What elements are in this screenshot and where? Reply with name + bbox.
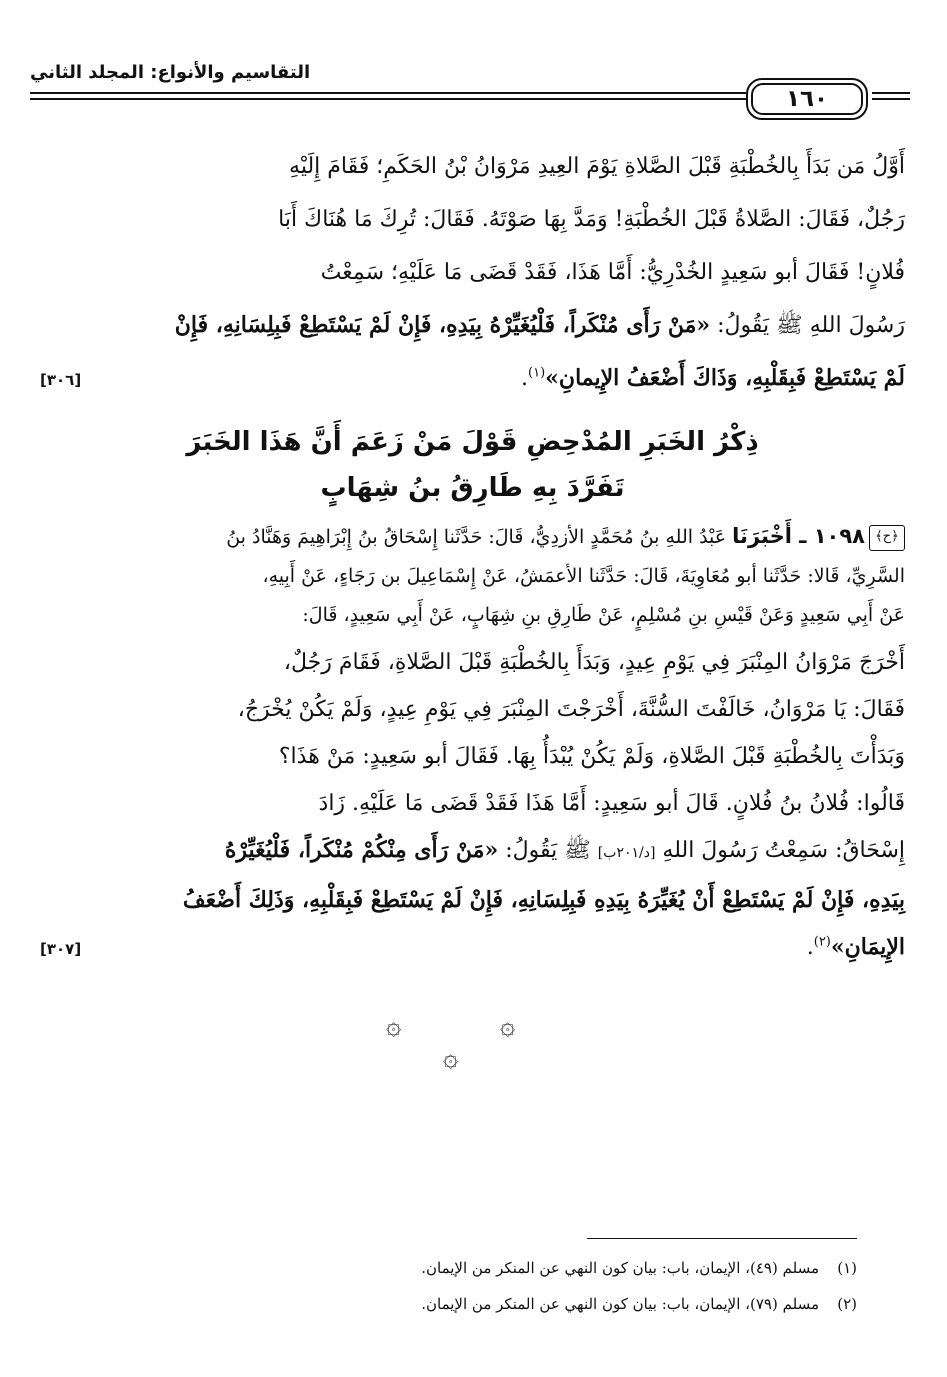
text-line: فُلانٍ! فَقَالَ أبو سَعِيدٍ الخُدْرِيُّ: أَمَّا هَذَا، فَقَدْ قَضَى مَا عَلَيْهِ؛ سَمِعْتُ bbox=[320, 260, 905, 285]
page-number-frame bbox=[746, 78, 868, 120]
manuscript-ref: [د/٢٠١ب] bbox=[597, 845, 656, 861]
isnad-text: عَبْدُ اللهِ بنُ مُحَمَّدٍ الأزدِيُّ، قَالَ: حَدَّثَنا إِسْحَاقُ بنُ إِبْرَاهِيمَ وَهَنَّادُ بنُ bbox=[226, 526, 733, 548]
text-line bbox=[40, 299, 905, 352]
footnote-text: مسلم (٤٩)، الإيمان، باب: بيان كون النهي عن المنكر من الإيمان. bbox=[421, 1259, 819, 1277]
running-title: التقاسيم والأنواع: المجلد الثاني bbox=[30, 62, 311, 83]
hadith-marker-icon: ﴿ح﴾ bbox=[869, 525, 905, 551]
footnote-item bbox=[77, 1286, 857, 1322]
footnote-number: (٢) bbox=[837, 1295, 857, 1313]
footnote-item bbox=[77, 1250, 857, 1286]
matn-line: قَالُوا: فُلانُ بنُ فُلانٍ. قَالَ أبو سَعِيدٍ: أَمَّا هَذَا فَقَدْ قَضَى مَا عَلَيْهِ. زَادَ bbox=[318, 791, 905, 816]
matn-line: بِيَدِهِ، فَإِنْ لَمْ يَسْتَطِعْ أَنْ يُغَيِّرَهُ بِيَدِهِ فَبِلِسَانِهِ، فَإِنْ لَمْ يَسْتَطِعْ فَبِقَلْبِهِ، وَذَلِكَ أَضْعَفُ bbox=[182, 887, 905, 913]
ornament-icon: ۞ bbox=[500, 1011, 516, 1041]
isnad-line bbox=[40, 517, 905, 557]
prophetic-saying: «مَنْ رَأَى مِنْكُمْ مُنْكَراً، فَلْيُغَيِّرْهُ bbox=[224, 837, 499, 863]
text-plain: . bbox=[806, 935, 814, 960]
matn-line bbox=[40, 924, 905, 971]
isnad-line: السَّرِيِّ، قَالا: حَدَّثَنا أبو مُعَاوِيَةَ، قَالَ: حَدَّثَنا الأعمَشُ، عَنْ إِسْمَاعِيلَ بن رَجَاءٍ، عَنْ أَبِيهِ، bbox=[262, 565, 905, 587]
hadith-number: ١٠٩٨ ـ أَخْبَرَنَا bbox=[732, 524, 865, 548]
text-plain: رَسُولَ اللهِ ﷺ يَقُولُ: bbox=[710, 313, 905, 338]
prophetic-saying: «مَنْ رَأَى مُنْكَراً، فَلْيُغَيِّرْهُ بِيَدِهِ، فَإِنْ لَمْ يَسْتَطِعْ فَبِلِسَانِهِ، فَإِنْ bbox=[174, 312, 711, 338]
section-end-ornaments bbox=[0, 1013, 947, 1083]
page-body bbox=[40, 140, 905, 973]
isnad-line: عَنْ أَبِي سَعِيدٍ وَعَنْ قَيْسِ بنِ مُسْلِمٍ، عَنْ طَارِقِ بنِ شِهَابٍ، عَنْ أَبِي سَعِيدٍ، قَالَ: bbox=[302, 604, 905, 626]
header-rule-right bbox=[872, 92, 910, 100]
ornament-icon: ۞ bbox=[386, 1011, 402, 1041]
text-plain: إِسْحَاقُ: سَمِعْتُ رَسُولَ اللهِ bbox=[655, 838, 905, 863]
hadith-matn bbox=[40, 639, 905, 971]
text-line: رَجُلٌ، فَقَالَ: الصَّلاةُ قَبْلَ الخُطْبَةِ! وَمَدَّ بِهَا صَوْتَهُ. فَقَالَ: تُرِكَ مَا هُنَاكَ أَبَا bbox=[278, 207, 905, 232]
matn-line: فَقَالَ: يَا مَرْوَانُ، خَالَفْتَ السُّنَّةَ، أَخْرَجْتَ المِنْبَرَ فِي يَوْمِ عِيدٍ، وَلَمْ يَكُنْ يُخْرَجُ، bbox=[237, 697, 905, 722]
intro-paragraph bbox=[40, 140, 905, 405]
matn-line: أَخْرَجَ مَرْوَانُ المِنْبَرَ فِي يَوْمِ عِيدٍ، وَبَدَأَ بِالخُطْبَةِ قَبْلَ الصَّلاةِ، فَقَامَ رَجُلٌ، bbox=[283, 650, 905, 675]
section-title bbox=[40, 419, 905, 511]
footnote-number: (١) bbox=[837, 1259, 857, 1277]
hadith-block bbox=[40, 517, 905, 971]
matn-line bbox=[40, 827, 905, 877]
section-title-line: تَفَرَّدَ بِهِ طَارِقُ بنُ شِهَابٍ bbox=[320, 473, 625, 503]
page-header bbox=[30, 62, 910, 128]
footnote-marker[interactable]: (١) bbox=[528, 365, 546, 381]
page-number: ١٦٠ bbox=[785, 86, 829, 112]
footnote-separator bbox=[587, 1238, 857, 1239]
text-plain: . bbox=[521, 366, 529, 391]
hadith-ref: [٣٠٧] bbox=[40, 940, 82, 958]
footnote-text: مسلم (٧٩)، الإيمان، باب: بيان كون النهي عن المنكر من الإيمان. bbox=[421, 1295, 819, 1313]
matn-line: وَبَدَأْتَ بِالخُطْبَةِ قَبْلَ الصَّلاةِ، وَلَمْ يَكُنْ يُبْدَأُ بِهَا. فَقَالَ أبو سَعِيدٍ: مَنْ هَذَا؟ bbox=[278, 744, 905, 769]
header-rule-left bbox=[30, 92, 746, 100]
text-plain: ﷺ يَقُولُ: bbox=[498, 838, 598, 863]
text-line bbox=[40, 352, 905, 405]
hadith-ref: [٣٠٦] bbox=[40, 371, 82, 389]
section-title-line: ذِكْرُ الخَبَرِ المُدْحِضِ قَوْلَ مَنْ زَعَمَ أَنَّ هَذَا الخَبَرَ bbox=[186, 427, 759, 457]
prophetic-saying: الإِيمَانِ» bbox=[830, 934, 905, 960]
footnotes bbox=[77, 1250, 857, 1322]
text-line: أَوَّلُ مَن بَدَأَ بِالخُطْبَةِ قَبْلَ الصَّلاةِ يَوْمَ العِيدِ مَرْوَانُ بْنُ الحَكَمِ؛ فَقَامَ إِلَيْهِ bbox=[289, 154, 905, 179]
footnote-marker[interactable]: (٢) bbox=[813, 934, 831, 950]
ornament-icon: ۞ bbox=[443, 1043, 459, 1073]
prophetic-saying: لَمْ يَسْتَطِعْ فَبِقَلْبِهِ، وَذَاكَ أَضْعَفُ الإِيمانِ» bbox=[545, 365, 905, 391]
